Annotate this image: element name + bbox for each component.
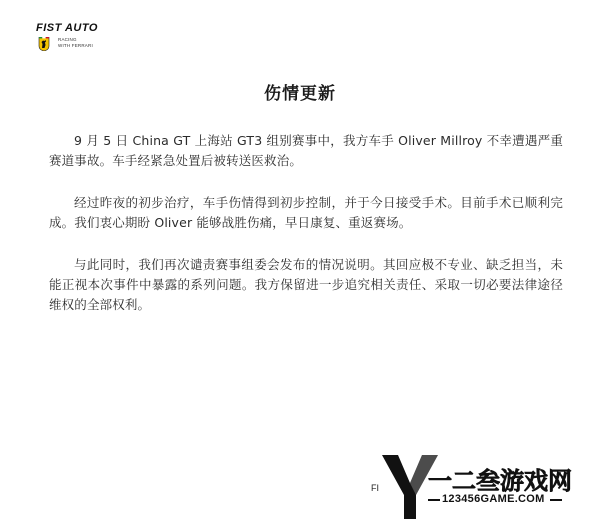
page-title: 伤情更新 [264, 84, 336, 104]
watermark-dash-left [428, 499, 440, 501]
watermark [380, 453, 600, 523]
logo-subtitle-line1: RACING [58, 37, 77, 42]
logo-subtitle [58, 37, 93, 49]
team-logo [36, 22, 156, 58]
watermark-url: 123456GAME.COM [442, 493, 545, 505]
signature-fragment: FI [371, 483, 379, 493]
logo-wordmark: FIST AUTO [36, 22, 98, 34]
paragraph-1: 9 月 5 日 China GT 上海站 GT3 组别赛事中，我方车手 Oliver Millroy 不幸遭遇严重赛道事故。车手经紧急处置后被转送医救治。 [49, 133, 563, 168]
paragraph-3: 与此同时，我们再次谴责赛事组委会发布的情况说明。其回应极不专业、缺乏担当，未能正视本次事件中暴露的系列问题。我方保留进一步追究相关责任、采取一切必要法律途径维权的全部权利。 [49, 257, 563, 312]
document-body [49, 131, 563, 337]
paragraph-2: 经过昨夜的初步治疗，车手伤情得到初步控制，并于今日接受手术。目前手术已顺利完成。我们衷心期盼 Oliver 能够战胜伤痛，早日康复、重返赛场。 [49, 195, 563, 230]
logo-subtitle-line2: WITH FERRARI [58, 43, 93, 48]
watermark-title: 一二叁游戏网 [428, 467, 572, 495]
watermark-dash-right [550, 499, 562, 501]
prancing-horse-icon [38, 37, 50, 51]
